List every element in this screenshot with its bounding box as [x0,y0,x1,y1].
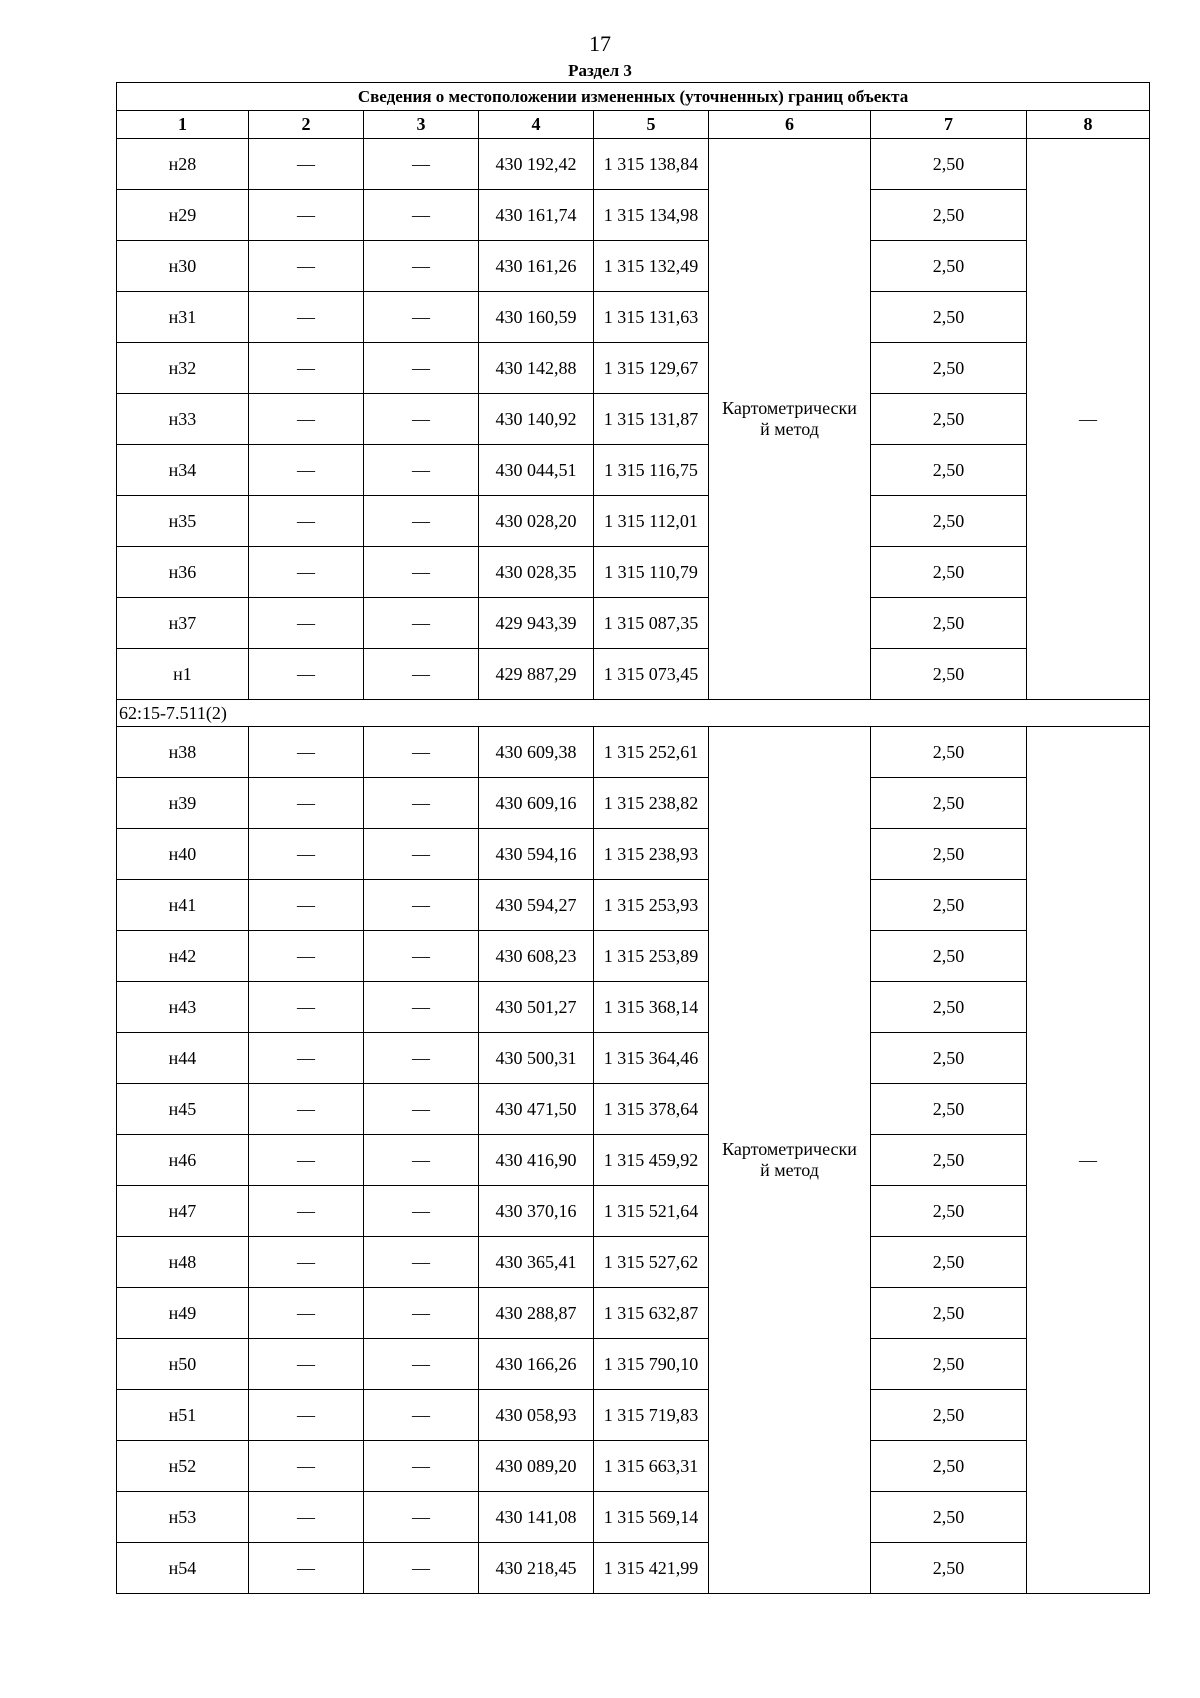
point-name-cell: н34 [117,445,249,496]
point-name-cell: н41 [117,880,249,931]
accuracy-cell: 2,50 [871,1441,1027,1492]
y-coordinate-cell: 1 315 238,82 [594,778,709,829]
y-coordinate-cell: 1 315 790,10 [594,1339,709,1390]
y-coordinate-cell: 1 315 087,35 [594,598,709,649]
column-3-cell: — [364,241,479,292]
y-coordinate-cell: 1 315 073,45 [594,649,709,700]
table-row [117,1339,1150,1390]
column-2-cell: — [249,778,364,829]
accuracy-cell: 2,50 [871,1390,1027,1441]
column-number: 7 [871,111,1027,139]
accuracy-cell: 2,50 [871,1492,1027,1543]
table-row [117,1441,1150,1492]
column-3-cell: — [364,292,479,343]
x-coordinate-cell: 430 609,16 [479,778,594,829]
column-2-cell: — [249,1033,364,1084]
table-row [117,880,1150,931]
column-2-cell: — [249,139,364,190]
accuracy-cell: 2,50 [871,1186,1027,1237]
y-coordinate-cell: 1 315 632,87 [594,1288,709,1339]
x-coordinate-cell: 430 608,23 [479,931,594,982]
method-text-line-2: й метод [760,1160,819,1180]
column-2-cell: — [249,241,364,292]
column-2-cell: — [249,547,364,598]
y-coordinate-cell: 1 315 253,93 [594,880,709,931]
column-number: 8 [1027,111,1150,139]
column-2-cell: — [249,394,364,445]
parcel-label: 62:15-7.511(2) [117,700,1150,727]
y-coordinate-cell: 1 315 569,14 [594,1492,709,1543]
table-row [117,598,1150,649]
column-3-cell: — [364,343,479,394]
table-row [117,829,1150,880]
accuracy-cell: 2,50 [871,649,1027,700]
y-coordinate-cell: 1 315 253,89 [594,931,709,982]
point-name-cell: н48 [117,1237,249,1288]
point-name-cell: н43 [117,982,249,1033]
column-3-cell: — [364,139,479,190]
point-name-cell: н35 [117,496,249,547]
method-cell [709,139,871,700]
table-row [117,190,1150,241]
x-coordinate-cell: 430 594,27 [479,880,594,931]
accuracy-cell: 2,50 [871,1288,1027,1339]
point-name-cell: н50 [117,1339,249,1390]
accuracy-cell: 2,50 [871,496,1027,547]
point-name-cell: н44 [117,1033,249,1084]
accuracy-cell: 2,50 [871,445,1027,496]
table-row [117,727,1150,778]
table-row [117,1390,1150,1441]
column-3-cell: — [364,1237,479,1288]
x-coordinate-cell: 430 218,45 [479,1543,594,1594]
column-3-cell: — [364,1135,479,1186]
column-2-cell: — [249,1441,364,1492]
y-coordinate-cell: 1 315 112,01 [594,496,709,547]
accuracy-cell: 2,50 [871,880,1027,931]
column-2-cell: — [249,190,364,241]
y-coordinate-cell: 1 315 521,64 [594,1186,709,1237]
accuracy-cell: 2,50 [871,727,1027,778]
table-row [117,445,1150,496]
y-coordinate-cell: 1 315 719,83 [594,1390,709,1441]
column-3-cell: — [364,598,479,649]
column-3-cell: — [364,778,479,829]
table-row [117,241,1150,292]
y-coordinate-cell: 1 315 663,31 [594,1441,709,1492]
column-2-cell: — [249,445,364,496]
boundary-coordinates-table [116,82,1150,1594]
x-coordinate-cell: 430 192,42 [479,139,594,190]
column-3-cell: — [364,931,479,982]
point-name-cell: н49 [117,1288,249,1339]
y-coordinate-cell: 1 315 421,99 [594,1543,709,1594]
column-2-cell: — [249,292,364,343]
y-coordinate-cell: 1 315 252,61 [594,727,709,778]
column-3-cell: — [364,496,479,547]
x-coordinate-cell: 430 288,87 [479,1288,594,1339]
x-coordinate-cell: 430 160,59 [479,292,594,343]
section-title: Раздел 3 [568,61,632,80]
accuracy-cell: 2,50 [871,343,1027,394]
page-number: 17 [589,31,611,56]
table-row [117,1033,1150,1084]
column-2-cell: — [249,1390,364,1441]
column-3-cell: — [364,1441,479,1492]
column-3-cell: — [364,982,479,1033]
table-row [117,1288,1150,1339]
accuracy-cell: 2,50 [871,1084,1027,1135]
x-coordinate-cell: 430 028,20 [479,496,594,547]
column-3-cell: — [364,649,479,700]
x-coordinate-cell: 430 370,16 [479,1186,594,1237]
y-coordinate-cell: 1 315 116,75 [594,445,709,496]
column-3-cell: — [364,1543,479,1594]
table-row [117,292,1150,343]
column-3-cell: — [364,829,479,880]
point-name-cell: н1 [117,649,249,700]
x-coordinate-cell: 430 161,74 [479,190,594,241]
column-3-cell: — [364,1288,479,1339]
accuracy-cell: 2,50 [871,931,1027,982]
point-name-cell: н39 [117,778,249,829]
y-coordinate-cell: 1 315 368,14 [594,982,709,1033]
accuracy-cell: 2,50 [871,547,1027,598]
table-row [117,778,1150,829]
column-number: 1 [117,111,249,139]
column-number: 5 [594,111,709,139]
parcel-row [117,700,1150,727]
table-row [117,1237,1150,1288]
x-coordinate-cell: 430 140,92 [479,394,594,445]
point-name-cell: н53 [117,1492,249,1543]
point-name-cell: н51 [117,1390,249,1441]
column-3-cell: — [364,190,479,241]
table-caption-row [117,83,1150,111]
column-2-cell: — [249,880,364,931]
column-3-cell: — [364,1339,479,1390]
accuracy-cell: 2,50 [871,1033,1027,1084]
accuracy-cell: 2,50 [871,1237,1027,1288]
table-row [117,649,1150,700]
point-name-cell: н37 [117,598,249,649]
x-coordinate-cell: 429 943,39 [479,598,594,649]
column-3-cell: — [364,445,479,496]
method-text-line-1: Картометрически [722,1139,857,1159]
table-row [117,1492,1150,1543]
column-3-cell: — [364,547,479,598]
x-coordinate-cell: 430 501,27 [479,982,594,1033]
x-coordinate-cell: 429 887,29 [479,649,594,700]
x-coordinate-cell: 430 365,41 [479,1237,594,1288]
accuracy-cell: 2,50 [871,190,1027,241]
column-2-cell: — [249,343,364,394]
x-coordinate-cell: 430 166,26 [479,1339,594,1390]
point-name-cell: н31 [117,292,249,343]
x-coordinate-cell: 430 044,51 [479,445,594,496]
table-row [117,139,1150,190]
accuracy-cell: 2,50 [871,292,1027,343]
point-name-cell: н36 [117,547,249,598]
table-row [117,343,1150,394]
accuracy-cell: 2,50 [871,1135,1027,1186]
table-row [117,1186,1150,1237]
method-text-line-1: Картометрически [722,398,857,418]
y-coordinate-cell: 1 315 129,67 [594,343,709,394]
accuracy-cell: 2,50 [871,829,1027,880]
column-2-cell: — [249,649,364,700]
accuracy-cell: 2,50 [871,1339,1027,1390]
x-coordinate-cell: 430 028,35 [479,547,594,598]
accuracy-cell: 2,50 [871,241,1027,292]
table-row [117,1084,1150,1135]
column-3-cell: — [364,1033,479,1084]
point-name-cell: н29 [117,190,249,241]
method-text-line-2: й метод [760,419,819,439]
y-coordinate-cell: 1 315 378,64 [594,1084,709,1135]
x-coordinate-cell: 430 142,88 [479,343,594,394]
x-coordinate-cell: 430 089,20 [479,1441,594,1492]
point-name-cell: н42 [117,931,249,982]
table-caption: Сведения о местоположении измененных (уточненных) границ объекта [117,83,1150,111]
column-number: 4 [479,111,594,139]
column-3-cell: — [364,1186,479,1237]
table-row [117,931,1150,982]
accuracy-cell: 2,50 [871,394,1027,445]
table-row [117,496,1150,547]
y-coordinate-cell: 1 315 527,62 [594,1237,709,1288]
point-name-cell: н45 [117,1084,249,1135]
column-2-cell: — [249,1339,364,1390]
x-coordinate-cell: 430 141,08 [479,1492,594,1543]
table-row [117,1135,1150,1186]
x-coordinate-cell: 430 058,93 [479,1390,594,1441]
x-coordinate-cell: 430 471,50 [479,1084,594,1135]
y-coordinate-cell: 1 315 138,84 [594,139,709,190]
table-row [117,1543,1150,1594]
table-row [117,394,1150,445]
point-name-cell: н33 [117,394,249,445]
point-name-cell: н28 [117,139,249,190]
y-coordinate-cell: 1 315 132,49 [594,241,709,292]
column-2-cell: — [249,598,364,649]
table-row [117,547,1150,598]
column-2-cell: — [249,1135,364,1186]
y-coordinate-cell: 1 315 134,98 [594,190,709,241]
point-name-cell: н52 [117,1441,249,1492]
column-number: 6 [709,111,871,139]
column-2-cell: — [249,727,364,778]
column-3-cell: — [364,1492,479,1543]
table-row [117,982,1150,1033]
point-name-cell: н47 [117,1186,249,1237]
y-coordinate-cell: 1 315 131,63 [594,292,709,343]
accuracy-cell: 2,50 [871,1543,1027,1594]
accuracy-cell: 2,50 [871,778,1027,829]
column-number: 3 [364,111,479,139]
x-coordinate-cell: 430 161,26 [479,241,594,292]
column-8-cell: — [1027,139,1150,700]
column-2-cell: — [249,1186,364,1237]
column-3-cell: — [364,727,479,778]
column-2-cell: — [249,1492,364,1543]
y-coordinate-cell: 1 315 459,92 [594,1135,709,1186]
accuracy-cell: 2,50 [871,982,1027,1033]
point-name-cell: н32 [117,343,249,394]
y-coordinate-cell: 1 315 110,79 [594,547,709,598]
accuracy-cell: 2,50 [871,139,1027,190]
column-2-cell: — [249,1084,364,1135]
point-name-cell: н46 [117,1135,249,1186]
column-2-cell: — [249,496,364,547]
point-name-cell: н54 [117,1543,249,1594]
method-cell [709,727,871,1594]
x-coordinate-cell: 430 416,90 [479,1135,594,1186]
column-2-cell: — [249,1237,364,1288]
column-number: 2 [249,111,364,139]
point-name-cell: н38 [117,727,249,778]
column-2-cell: — [249,931,364,982]
x-coordinate-cell: 430 609,38 [479,727,594,778]
column-8-cell: — [1027,727,1150,1594]
x-coordinate-cell: 430 500,31 [479,1033,594,1084]
column-2-cell: — [249,829,364,880]
column-3-cell: — [364,1084,479,1135]
y-coordinate-cell: 1 315 238,93 [594,829,709,880]
point-name-cell: н30 [117,241,249,292]
column-2-cell: — [249,982,364,1033]
column-3-cell: — [364,1390,479,1441]
point-name-cell: н40 [117,829,249,880]
y-coordinate-cell: 1 315 131,87 [594,394,709,445]
y-coordinate-cell: 1 315 364,46 [594,1033,709,1084]
accuracy-cell: 2,50 [871,598,1027,649]
column-number-row [117,111,1150,139]
column-3-cell: — [364,880,479,931]
column-2-cell: — [249,1288,364,1339]
table-body [117,83,1150,1594]
x-coordinate-cell: 430 594,16 [479,829,594,880]
column-2-cell: — [249,1543,364,1594]
column-3-cell: — [364,394,479,445]
